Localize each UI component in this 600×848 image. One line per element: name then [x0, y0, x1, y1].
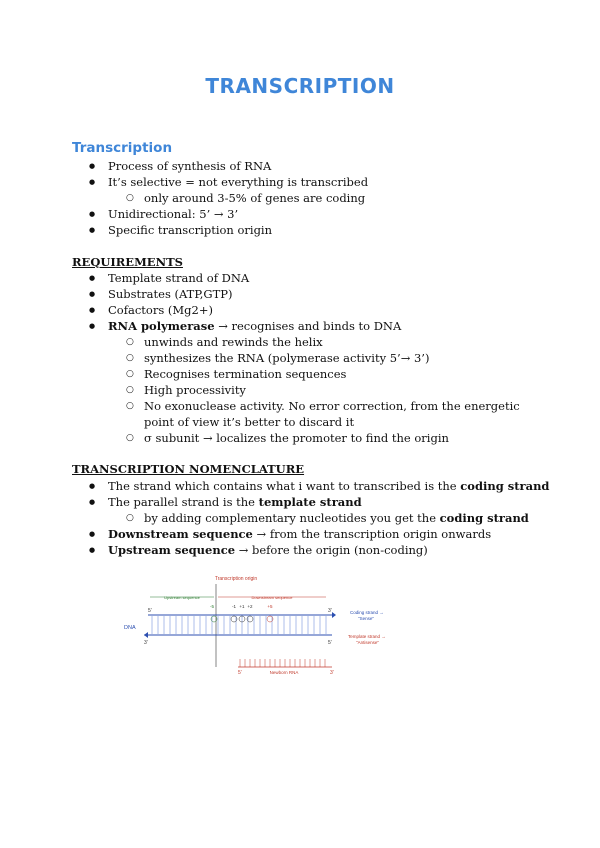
rna-polymerase-desc: → recognises and binds to DNA [214, 319, 402, 333]
template-5-end: 5’ [328, 640, 332, 646]
rna-label: Newborn RNA [269, 670, 299, 675]
position-label: +2 [247, 604, 253, 609]
section-heading-transcription: Transcription [72, 140, 173, 156]
position-label: -1 [231, 604, 237, 609]
coding-arrow [332, 612, 336, 618]
rna-5-end: 5’ [238, 670, 242, 676]
rna-polymerase-term: RNA polymerase [108, 319, 215, 333]
rna-bases [240, 659, 325, 667]
list-item: ● Cofactors (Mg2+) [108, 302, 213, 318]
list-item: ○ σ subunit → localizes the promoter to find the origin [144, 430, 449, 446]
list-item-rna-polymerase [108, 318, 401, 334]
list-item: ● It’s selective = not everything is transcribed [108, 174, 368, 190]
coding-3-end: 3’ [328, 608, 332, 614]
item-text: by adding complementary nucleotides you get the [144, 511, 440, 525]
item-text: The strand which contains what i want to transcribed is the [108, 479, 461, 493]
coding-strand-label: Coding strand → [350, 610, 384, 615]
position-label: +5 [267, 604, 273, 609]
item-text: → from the transcription origin onwards [252, 527, 492, 541]
list-item [144, 510, 529, 526]
list-item: ○ synthesizes the RNA (polymerase activity 5’→ 3’) [144, 350, 429, 366]
list-item: ● Specific transcription origin [108, 222, 272, 238]
section-heading-nomenclature: TRANSCRIPTION NOMENCLATURE [72, 462, 305, 476]
list-item: ● Template strand of DNA [108, 270, 249, 286]
list-item: ○ High processivity [144, 382, 246, 398]
coding-strand-sub: "Sense" [358, 616, 374, 621]
item-text: → before the origin (non-coding) [235, 543, 428, 557]
section-heading-requirements: REQUIREMENTS [72, 255, 183, 269]
template-strand-sub: "Antisense" [356, 640, 379, 645]
list-item [108, 542, 428, 558]
dna-label: DNA [124, 625, 136, 631]
list-item: ○ only around 3-5% of genes are coding [144, 190, 365, 206]
list-item [108, 494, 362, 510]
transcription-diagram [118, 572, 398, 676]
template-strand-term: template strand [258, 495, 362, 509]
template-arrow [144, 632, 148, 638]
rna-3-end: 3’ [330, 670, 334, 676]
list-item: ○ unwinds and rewinds the helix [144, 334, 323, 350]
list-item: ● Process of synthesis of RNA [108, 158, 271, 174]
list-item [108, 478, 549, 494]
upstream-term: Upstream sequence [108, 543, 236, 557]
position-label: -5 [209, 604, 215, 609]
origin-label: Transcription origin [214, 576, 258, 582]
list-item: ● Unidirectional: 5’ → 3’ [108, 206, 238, 222]
list-item [108, 526, 491, 542]
coding-strand-term: coding strand [439, 511, 529, 525]
position-label: +1 [239, 604, 245, 609]
list-item: ○ Recognises termination sequences [144, 366, 346, 382]
list-item: ● Substrates (ATP,GTP) [108, 286, 232, 302]
page-title: TRANSCRIPTION [205, 74, 395, 98]
item-text: The parallel strand is the [108, 495, 259, 509]
upstream-label: Upstream sequence [164, 595, 200, 600]
coding-5-end: 5’ [148, 608, 152, 614]
coding-strand-term: coding strand [460, 479, 550, 493]
downstream-label: Downstream sequence [251, 595, 293, 600]
list-item: ○ No exonuclease activity. No error correction, from the energetic point of view it’s better to discard it [144, 398, 524, 430]
template-3-end: 3’ [144, 640, 148, 646]
template-strand-label: Template strand → [348, 634, 386, 639]
downstream-term: Downstream sequence [108, 527, 253, 541]
